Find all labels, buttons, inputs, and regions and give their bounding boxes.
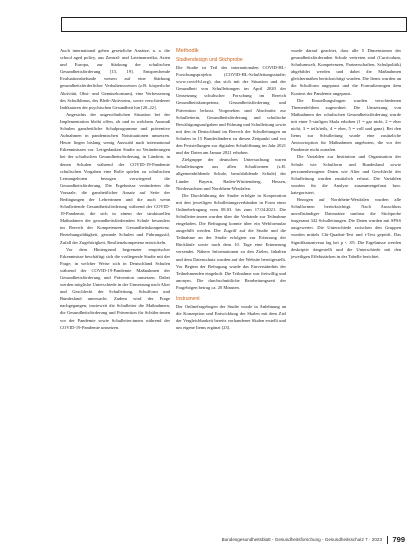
journal-citation: Bundesgesundheitsblatt - Gesundheitsforschung - Gesundheitsschutz 7 · 2023 [221, 537, 382, 542]
subheading-instrument: Instrument [176, 296, 200, 302]
paragraph: Die Variablen zur Institution und Organisation der Schule wie Schulform und Bundesland sowie personenbezogene Daten wie Alter und Geschlecht der Schulleitung wurden zusätzlich erfasst. Die Variablen wurden für die Analyse zusammengefasst bzw. kategorisiert. [291, 154, 401, 195]
subheading-studiendesign: Studiendesign und Stichprobe [176, 57, 243, 63]
page-footer [190, 536, 406, 545]
paragraph: Bezogen auf Nordrhein-Westfalen wurden alle Schulformen berücksichtigt. Nach Ausschluss unvollständiger Datensätze umfasst die Stichprobe insgesamt 342 Schulleitungen. Die Daten wurden mit SPSS ausgewertet. Die Unterschiede zwischen den Gruppen wurden mittels Chi-Quadrat-Test und t-Test geprüft. Das Signifikanzniveau lag bei p < .05. Die Ergebnisse werden deskriptiv dargestellt und die Unterschiede mit den jeweiligen Effektstärken in der Tabelle berichtet. [291, 196, 401, 259]
paragraph: Angesichts der ungewöhnlichen Situation bei der Implementation bleibt offen, ob und in welchem Ausmaß Schulen ganzheitliche Schulprogramme und präventive Aufnahmen in pandemischen Notsituationen umsetzen. Heute liegen bislang wenig Auswahl nach international Erkenntnissen vor. Leitgedanken Studie zu Veränderungen bei der schulischen Gesundheitsförderung, in Ländern, in denen Schulen während der COVID-19-Pandemie schulischen Vorgaben eine Rolle spielen zu schulischen Lernangeboten bezogen vorwiegend die Gesundheitsförderung. Die Ergebnisse veränderten die Vorsaale, die ganzheitlicher Ansatz auf Seite der Bedingungen der Lehrerinnen und die auch wenn Schulleitende Gesundheitsförderung während der COVID-19-Pandemie, die sich in einem der strukturellen Maßnahmen der gesundheitsfördernden Schule besonders im Bereich der Kompetenzen Gesundheitskompetenz, Beziehungsfähigkeit, gesunde Schulen und Führungsstil, Zufall der Zugehörigkeit, Resilienzkompetenz entwickeln. [60, 111, 170, 245]
text-column-right [291, 47, 401, 260]
running-header-box [61, 17, 407, 32]
paragraph: Auch international gehen gesetzliche Ansätze, u. a. die school aged policy, aus Zentral- und Lateinamerika, Asien und Europa, zur Stärkung der schulischen Gesundheitsförderung [13, 19]. Entsprechende Evaluationsbefunde weisen auf eine Stärkung gesundheitsförderlicher Verhaltensweisen (z.B. körperliche Aktivität, Obst- und Gemüsekonsum), eine Verbesserung des Schulklimas, des Bleib-Aktivseins, sowie verschiedener Indikatoren der psychischen Gesundheit hin [20–22]. [60, 48, 170, 110]
text-column-left [60, 47, 170, 331]
footer-divider [387, 536, 388, 544]
paragraph: Die Durchführung der Studie erfolgte in Kooperation mit den jeweiligen Schulleitungsverbänden in Form einer Onlinebefragung vom 08.03. bis zum 17.04.2021. Die Schulleiter:innen wurden über die Verbände zur Teilnahme eingeladen. Die Befragung konnte über ein Webformular ausgefüllt werden. Der Zugriff auf die Studie und die Teilnahme an der Studie erfolgten zur Erfassung der Rückläufe sowie nach dem 10. Tage eine Erinnerung versendet. Nähere Informationen zu den Zielen, Inhalten und dem Datenschutz wurden auf der Website bereitgestellt. Vor Beginn der Befragung wurde das Einverständnis der Teilnehmenden eingeholt. Die Teilnahme war freiwillig und anonym. Die durchschnittliche Bearbeitungszeit der Fragebögen betrug ca. 20 Minuten. [176, 192, 286, 290]
paragraph: Die Einstellungsfragen wurden verschiedenen Themenfeldern zugeordnet. Die Umsetzung von Maßnahmen der schulischen Gesundheitsförderung wurde mit einer 5-stufigen Skala erhoben (1 = gar nicht, 2 = eher nicht, 3 = teils/teils, 4 = eher, 5 = voll und ganz). Bei den Items zur Schulleitung wurde eine zusätzliche Antwortoption für Maßnahmen angeboten, die vor der Pandemie nicht zutrafen. [291, 97, 401, 153]
paragraph: Der Onlinefragebogen der Studie wurde in Anlehnung an die Konzeption und Entwicklung der Skalen mit dem Ziel der Vergleichbarkeit bereits vorhandener Skalen erstellt und um eigene Items ergänzt [23]. [176, 304, 286, 331]
paragraph: Die Studie ist Teil des internationalen COVID-HL-Forschungsprojekts (COVID-HL-Schulleitungsstudie; www.covid-hl.org), das sich mit der Situation und der Gesundheit von Schulleitungen im April 2020 der Umsetzung schulischer Forschung im Bereich Gesundheitskompetenz, Gesundheitsförderung und Prävention befasst. Vorgesehen sind Abschnitte zur Schulleiterin, Gesundheitsförderung und schulische Bewältigungsaufgaben und Führung und Schulleitung sowie mit den in Deutschland im Bereich der Schulleitungen an Schulen in 15 Bundesländern zu diesen Zeitpunkt und vor den Feststellungen zur digitalen Schulöffnung im Jahr 2021 und der Daten am Januar 2021 erhoben. [176, 65, 286, 156]
paragraph: Zielgruppe der deutschen Untersuchung waren Schulleitungen aus allen Schulformen (z.B. allgemeinbildende Schule, berufsbildende Schule) der Länder Bayern, Baden-Württemberg, Hessen, Niedersachsen und Nordrhein-Westfalen. [176, 157, 286, 191]
page-number: 799 [392, 535, 405, 544]
section-heading-methodik: Methodik [176, 48, 199, 54]
paragraph: wurde darauf geachtet, dass alle 5 Dimensionen der gesundheitsfördernden Schule vertreten sind (Curriculum, Schulumwelt, Kompetenzen, Partnerschaften, Schulpolitik) abgebildet werden und dabei die Maßnahmen gleichermaßen berücksichtigt wurden. Die Items wurden an die Schulform angepasst und die Formulierungen dem Kontext der Pandemie angepasst. [291, 48, 401, 96]
paragraph: Vor dem Hintergrund begrenzter empirischer Erkenntnisse beschäftigt sich die vorliegende Studie mit der Frage, in welcher Weise sich in Deutschland Schulen während der COVID-19-Pandemie Maßnahmen der Gesundheitsförderung und Prävention umsetzen. Dabei werden mögliche Unterschiede in der Umsetzung nach Alter und Geschlecht der Schulleitung, Schulform und Bundesland untersucht. Zudem wird der Frage nachgegangen, inwieweit die Schulleiter die Maßnahmen, die Gesundheitsförderung und Prävention für Schüler:innen vor der Pandemie sowie Schulleiter:innen während der COVID-19-Pandemie umsetzen. [60, 246, 170, 330]
text-column-middle [176, 47, 286, 331]
